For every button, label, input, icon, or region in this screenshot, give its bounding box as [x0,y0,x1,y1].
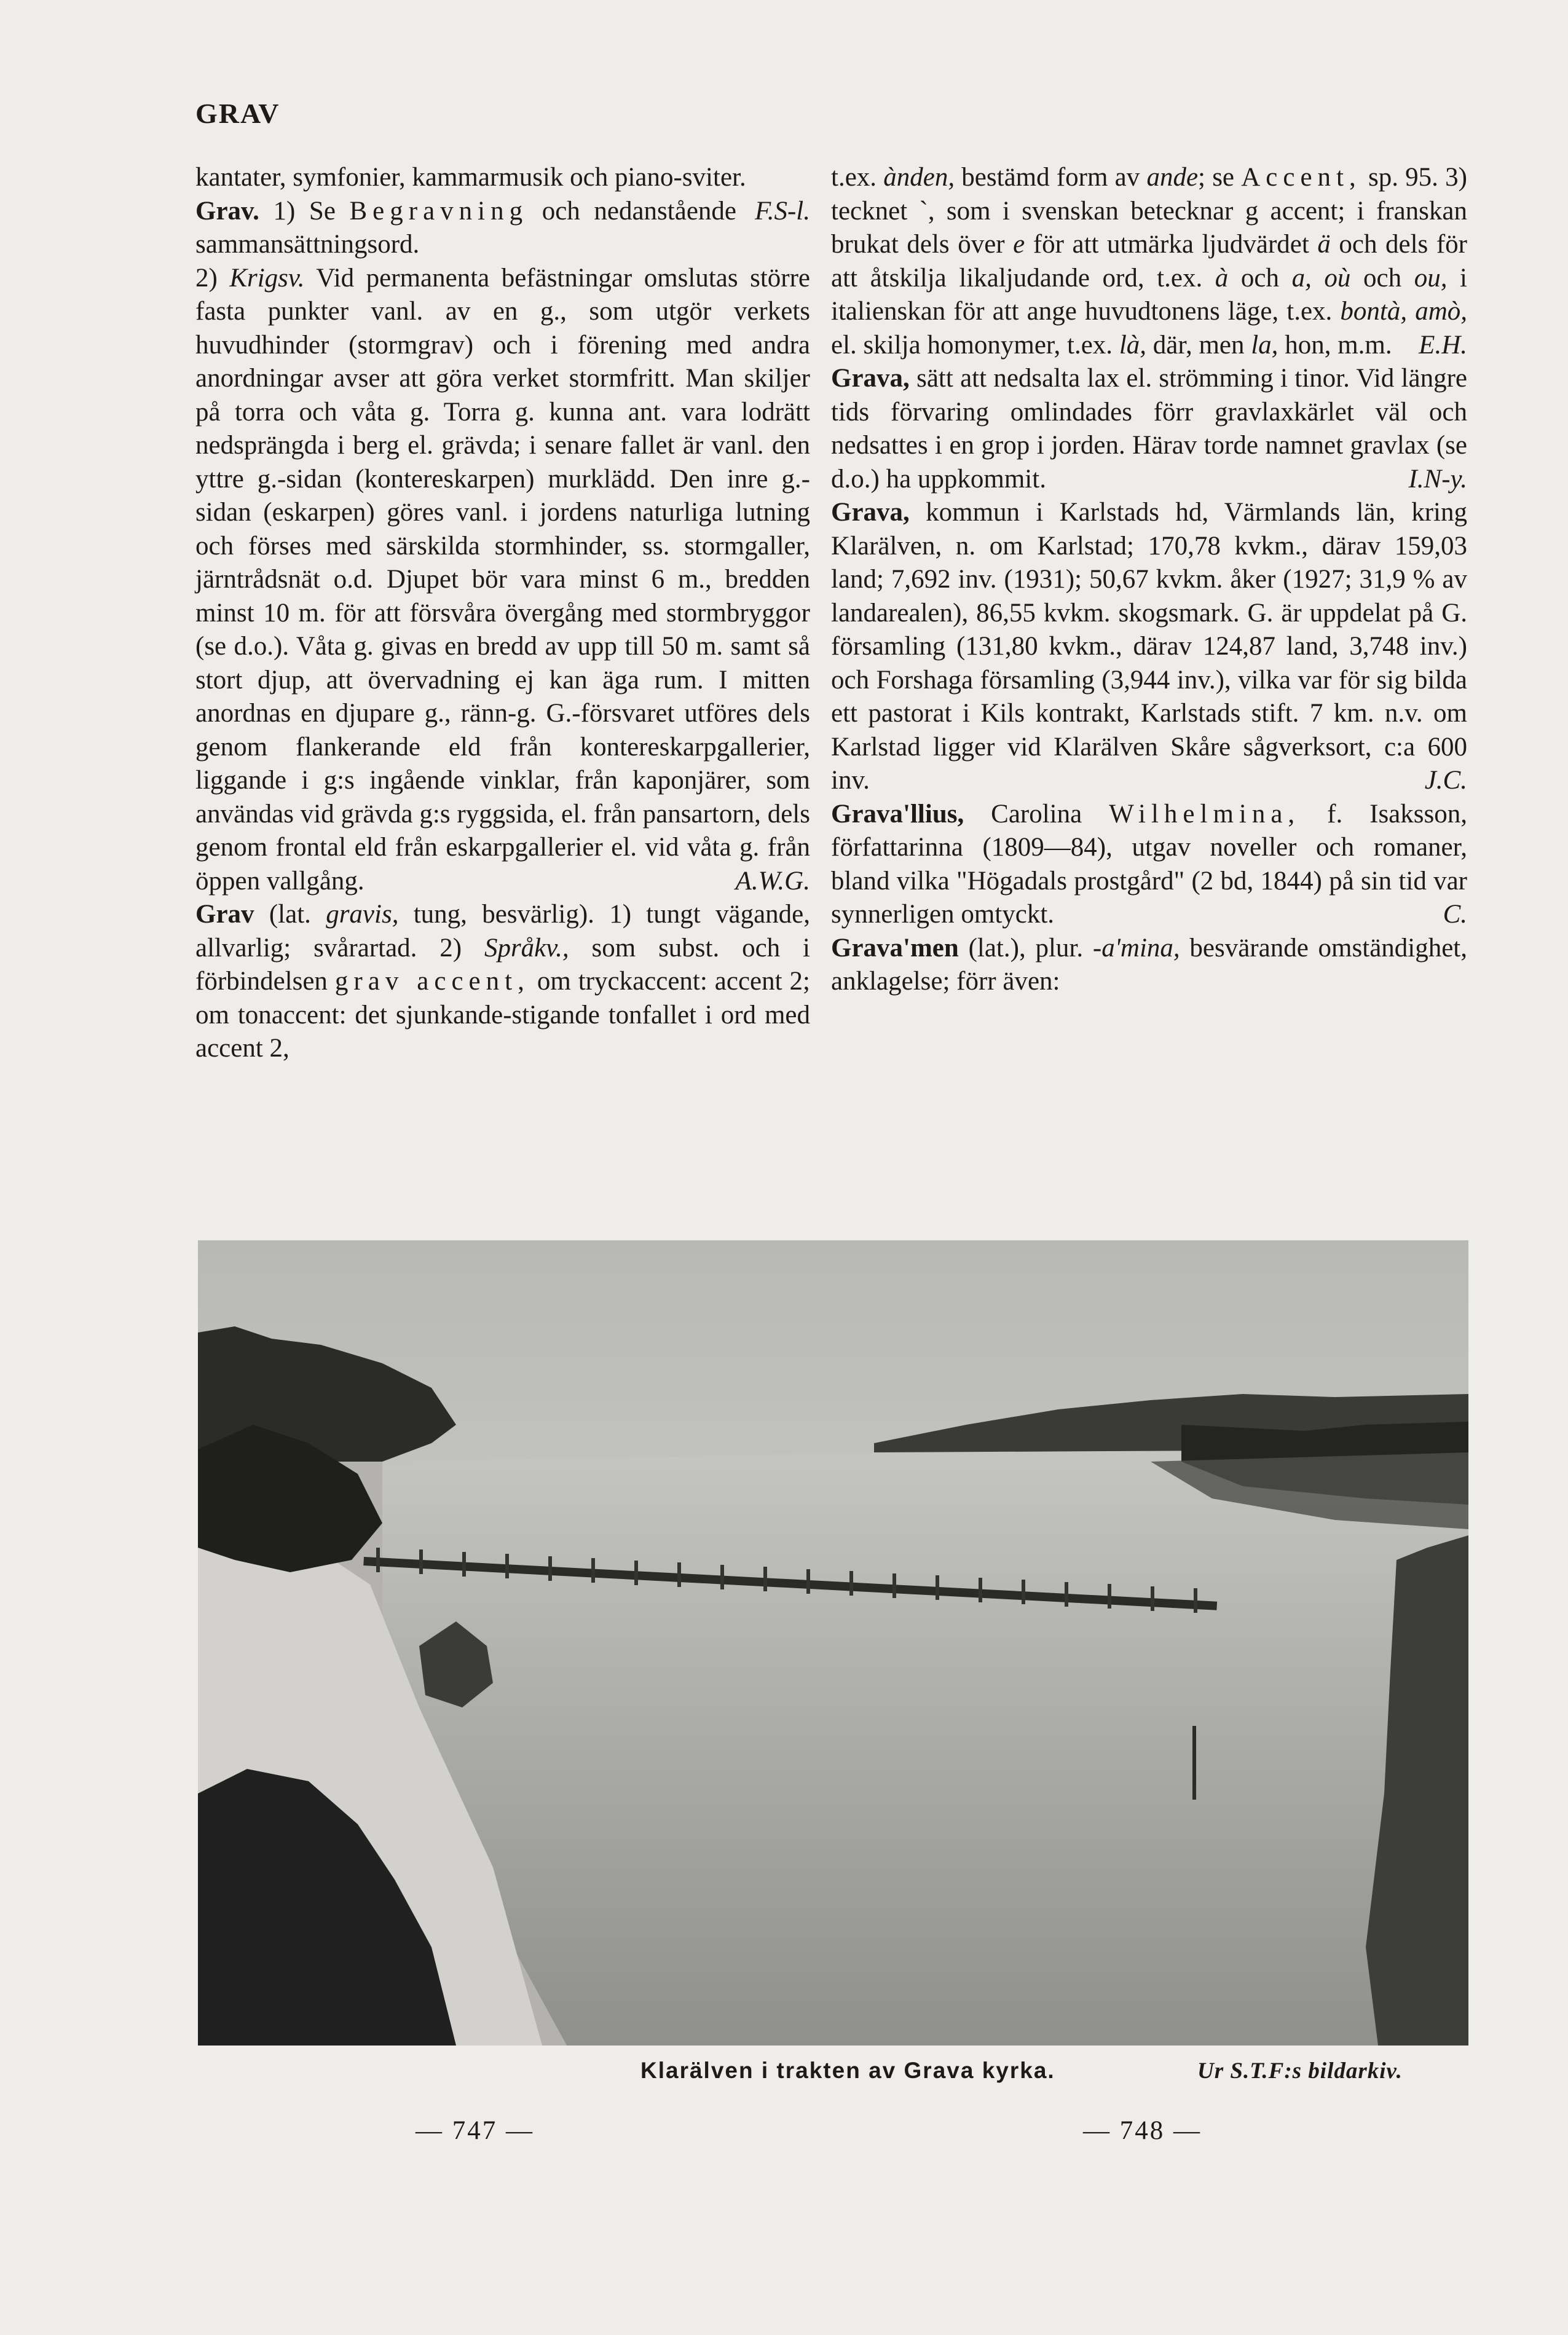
entry-grav-lat: Grav (lat. gravis, tung, besvärlig). 1) tungt vägande, allvarlig; svårartad. 2) Språkv., som subst. och i förbindelsen grav accent, om tryckaccent: accent 2; om tonaccent: det sjunkande-stigande tonfallet i ord med accent 2, [195,900,810,1063]
page-number-left: — 747 — [416,2116,534,2145]
author-signature: C. [1443,900,1467,929]
author-signature: E.H. [1419,330,1467,360]
entry-gravallius: Grava'llius, Carolina Wilhelmina, f. Isaksson, författarinna (1809—84), utgav noveller och romaner, bland vilka "Högadals prostgård" (2 bd, 1844) på sin tid var synnerligen omtyckt. C. [831,798,1467,932]
headword: Grav [195,900,254,929]
author-signature: A.W.G. [735,866,810,896]
running-head: GRAV [195,98,280,129]
left-column [195,161,810,1066]
right-column [831,161,1467,999]
headword: Grava, [831,364,910,393]
author-signature: F.S-l. [755,196,810,226]
entry-gravamen: Grava'men (lat.), plur. -a'mina, besvärande omständighet, anklagelse; förr även: [831,933,1468,996]
author-signature: I.N-y. [1408,464,1467,494]
river-photograph [198,1240,1468,2046]
figure-credit: Ur S.T.F:s bildarkiv. [1197,2058,1403,2084]
entry-continuation: kantater, symfonier, kammarmusik och piano-sviter. F.S-l. [195,161,810,195]
entry-grav-2: 2) Krigsv. Vid permanenta befästningar omslutas större fasta punkter vanl. av en g., som utgör verkets huvudhinder (stormgrav) och i förening med andra anordningar avser att göra verket stormfritt. Man skiljer på torra och våta g. Torra g. kunna ant. vara lodrätt nedsprängda i berg el. grävda; i senare fallet är vanl. den yttre g.-sidan (kontereskarpen) murklädd. Den inre g.-sidan (eskarpen) göres vanl. i jordens naturliga lutning och förses med särskilda stormhinder, ss. stormgaller, järntrådsnät o.d. Djupet bör vara minst 6 m., bredden minst 10 m. för att försvåra övergång med stormbryggor (se d.o.). Våta g. givas en bredd av upp till 50 m. samt så stort djup, att övervadning ej kan äga rum. I mitten anordnas en djupare g., ränn-g. G.-försvaret utföres dels genom flankerande eld från kontereskarpgallerier, liggande i g:s ingående vinklar, från kaponjärer, som användas vid grävda g:s ryggsida, el. från pansartorn, dels genom frontal eld från eskarpgallerier el. vid våta g. från öppen vallgång. A.W.G. [195,262,810,899]
entry-grava-salting: Grava, sätt att nedsalta lax el. strömming i tinor. Vid längre tids förvaring omlindades förr gravlaxkärlet väl och nedsattes i en grop i jorden. Härav torde namnet gravlax (se d.o.) ha uppkommit. I.N-y. [831,362,1467,496]
entry-grav-continued: t.ex. ànden, bestämd form av ande; se Accent, sp. 95. 3) tecknet `, som i svenskan betecknar g accent; i franskan brukat dels över e för att utmärka ljudvärdet ä och dels för att åtskilja likaljudande ord, t.ex. à och a, où och ou, i italienskan för att ange huvudtonens läge, t.ex. bontà, amò, el. skilja homonymer, t.ex. là, där, men la, hon, m.m. E.H. [831,161,1467,362]
author-signature: J.C. [1424,766,1467,795]
headword: Grav. [195,196,259,226]
page-number-right: — 748 — [1083,2116,1202,2145]
headword: Grava, [831,498,910,527]
headword: Grava'llius, [831,799,964,829]
headword: Grava'men [831,933,959,963]
figure-caption: Klarälven i trakten av Grava kyrka. [640,2058,1055,2083]
entry-grav-1: Grav. 1) Se Begravning och nedanstående sammansättningsord. [195,196,736,259]
entry-grava-kommun: Grava, kommun i Karlstads hd, Värmlands län, kring Klarälven, n. om Karlstad; 170,78 kvkm., därav 159,03 land; 7,692 inv. (1931); 50,67 kvkm. åker (1927; 31,9 % av landarealen), 86,55 kvkm. skogsmark. G. är uppdelat på G. församling (131,80 kvkm., därav 124,87 land, 3,748 inv.) och Forshaga församling (3,944 inv.), vilka var för sig bilda ett pastorat i Kils kontrakt, Karlstads stift. 7 km. n.v. om Karlstad ligger vid Klarälven Skåre sågverksort, c:a 600 inv. J.C. [831,496,1467,798]
